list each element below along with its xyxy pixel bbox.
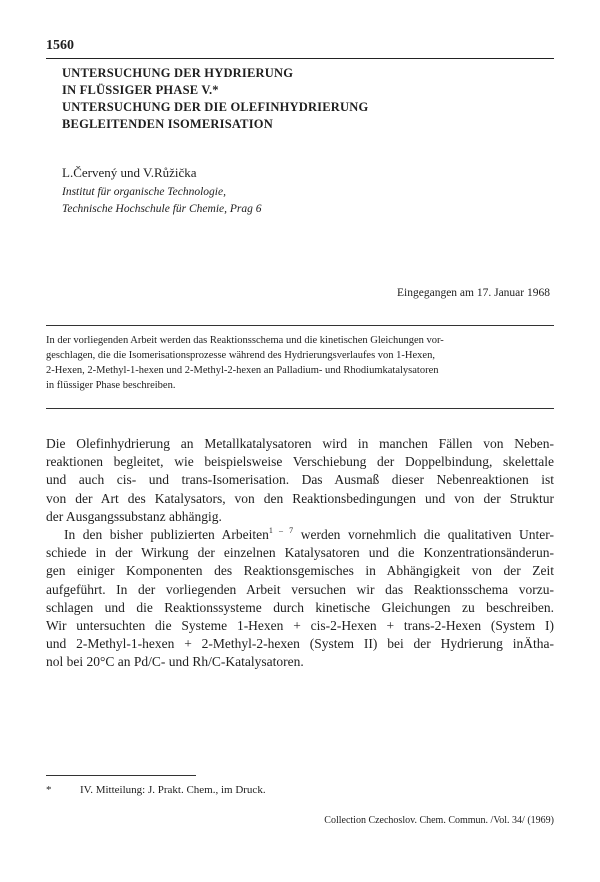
body-line: reaktionen begleitet, wie beispielsweise Verschiebung der Doppelbindung, skelettale	[46, 454, 554, 470]
body-line: und 2-Methyl-1-hexen + 2-Methyl-2-hexen (System II) bei der Hydrierung inÄtha-	[46, 636, 554, 652]
footnote-rule	[46, 775, 196, 776]
body-line: der Ausgangssubstanz abhängig.	[46, 508, 222, 524]
body-line: schiede in der Wirkung der einzelnen Katalysatoren und die Konzentrationsänderun-	[46, 545, 554, 561]
journal-reference: Collection Czechoslov. Chem. Commun. /Vol. 34/ (1969)	[324, 815, 554, 826]
header-rule	[46, 58, 554, 59]
body-text-fragment: werden vornehmlich die qualitativen Unter-	[293, 527, 554, 543]
abstract	[46, 333, 554, 393]
footnote	[46, 784, 266, 796]
page-number: 1560	[46, 38, 74, 53]
abstract-line: In der vorliegenden Arbeit werden das Reaktionsschema und die kinetischen Gleichungen vor-	[46, 335, 444, 346]
body-line: Wir untersuchten die Systeme 1-Hexen + cis-2-Hexen + trans-2-Hexen (System I)	[46, 618, 554, 634]
title-line: UNTERSUCHUNG DER DIE OLEFINHYDRIERUNG	[62, 100, 369, 114]
body-line: gen einiger Komponenten des Reaktionsgemisches in Abhängigkeit von der Zeit	[46, 563, 554, 579]
body-line: Die Olefinhydrierung an Metallkatalysatoren wird in manchen Fällen von Neben-	[46, 436, 554, 451]
affiliation-line: Institut für organische Technologie,	[62, 186, 226, 198]
footnote-marker: *	[46, 784, 52, 796]
body-line: schlagen und die Reaktionssysteme durch kinetische Gleichungen zu beschreiben.	[46, 599, 554, 615]
abstract-line: geschlagen, die die Isomerisationsprozesse während des Hydrierungsverlaufes von 1-Hexen,	[46, 350, 435, 361]
abstract-line: 2-Hexen, 2-Methyl-1-hexen und 2-Methyl-2-hexen an Palladium- und Rhodiumkatalysatoren	[46, 365, 439, 376]
citation-superscript: 1 – 7	[268, 526, 294, 536]
body-text-fragment: In den bisher publizierten Arbeiten	[64, 527, 269, 543]
title-line: IN FLÜSSIGER PHASE V.*	[62, 83, 219, 97]
abstract-rule-top	[46, 325, 554, 326]
abstract-line: in flüssiger Phase beschreiben.	[46, 380, 176, 391]
title-line: UNTERSUCHUNG DER HYDRIERUNG	[62, 66, 294, 80]
footnote-text: IV. Mitteilung: J. Prakt. Chem., im Druck.	[80, 784, 266, 796]
received-date: Eingegangen am 17. Januar 1968	[397, 287, 550, 299]
body-text	[46, 435, 554, 672]
title-line: BEGLEITENDEN ISOMERISATION	[62, 117, 273, 131]
authors: L.Červený und V.Růžička	[62, 165, 197, 180]
affiliation	[62, 184, 262, 218]
body-line: von der Art des Katalysators, von den Reaktionsbedingungen und von der Struktur	[46, 490, 554, 506]
body-line	[46, 526, 554, 544]
body-line: und auch cis- und trans-Isomerisation. Das Ausmaß dieser Nebenreaktionen ist	[46, 472, 554, 488]
body-line: nol bei 20°C an Pd/C- und Rh/C-Katalysatoren.	[46, 654, 304, 670]
body-line: aufgeführt. In der vorliegenden Arbeit versuchen wir das Reaktionsschema vorzu-	[46, 581, 554, 597]
article-title	[62, 65, 542, 133]
affiliation-line: Technische Hochschule für Chemie, Prag 6	[62, 203, 262, 215]
abstract-rule-bottom	[46, 408, 554, 409]
